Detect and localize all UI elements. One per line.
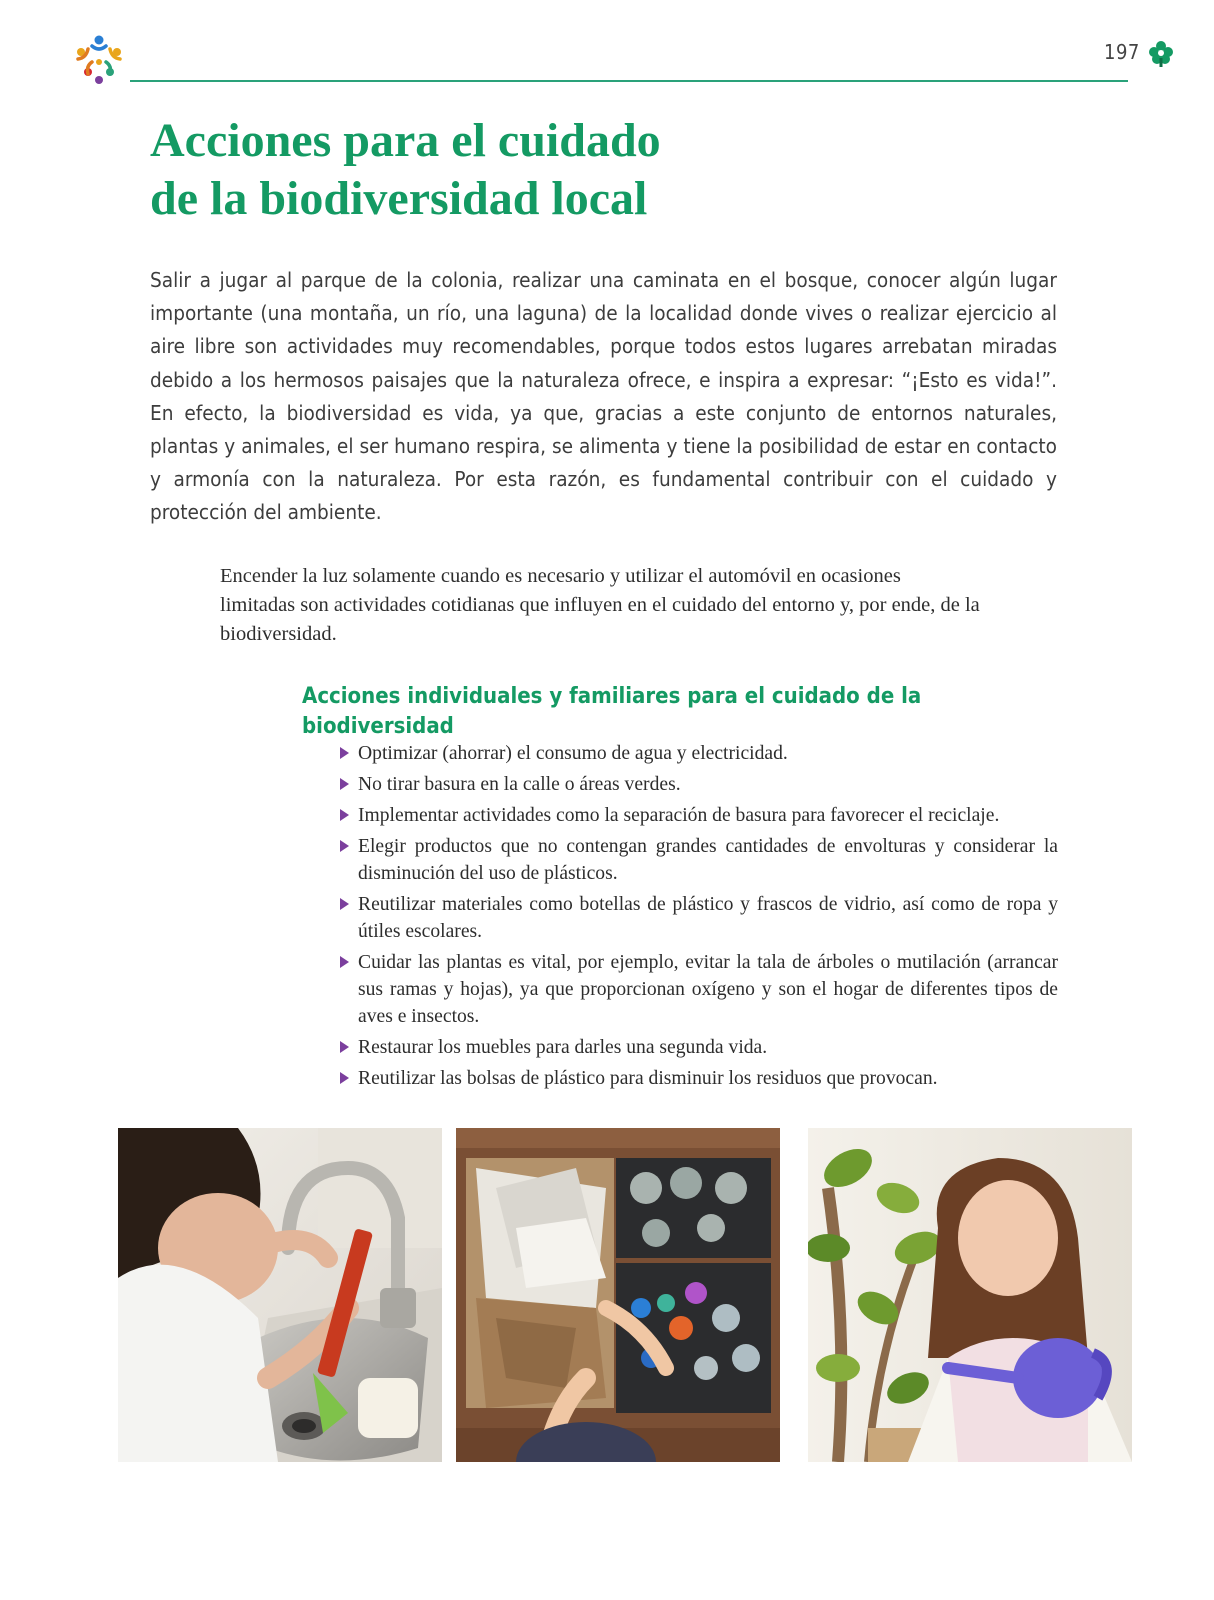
action-text: Reutilizar materiales como botellas de plástico y frascos de vidrio, así como de ropa y útiles escolares. bbox=[358, 894, 1058, 942]
title-line: de la biodiversidad local bbox=[150, 172, 648, 225]
actions-list bbox=[340, 740, 1058, 1096]
title-line: Acciones para el cuidado bbox=[150, 114, 661, 167]
intro-paragraph: Salir a jugar al parque de la colonia, realizar una caminata en el bosque, conocer algún lugar importante (una montaña, un río, una laguna) de la localidad donde vives o realizar ejercicio al aire libre son actividades muy recomendables, porque todos estos lugares arrebatan miradas debido a los hermosos paisajes que la naturaleza ofrece, e inspira a expresar: “¡Esto es vida!”. En efecto, la biodiversidad es vida, ya que, gracias a este conjunto de entornos naturales, plantas y animales, el ser humano respira, se alimenta y tiene la posibilidad de estar en contacto y armonía con la naturaleza. Por esta razón, es fundamental contribuir con el cuidado y protección del ambiente. bbox=[150, 268, 1057, 525]
triangle-bullet-icon bbox=[340, 840, 349, 852]
girl-watering-plant-illustration bbox=[808, 1128, 1132, 1462]
man-fixing-faucet-photo bbox=[118, 1128, 442, 1462]
girl-watering-plant-photo bbox=[808, 1128, 1132, 1462]
triangle-bullet-icon bbox=[340, 956, 349, 968]
action-text: Implementar actividades como la separación de basura para favorecer el reciclaje. bbox=[358, 805, 1000, 826]
action-text: Elegir productos que no contengan grandes cantidades de envolturas y considerar la disminución del uso de plásticos. bbox=[358, 836, 1058, 884]
list-item bbox=[340, 833, 1058, 887]
recycling-sorting-illustration bbox=[456, 1128, 780, 1462]
recycling-sorting-photo bbox=[456, 1128, 780, 1462]
list-item bbox=[340, 802, 1058, 829]
page-title bbox=[150, 112, 850, 228]
section-subtitle: Acciones individuales y familiares para el cuidado de la biodiversidad bbox=[302, 684, 922, 739]
triangle-bullet-icon bbox=[340, 898, 349, 910]
list-item bbox=[340, 949, 1058, 1030]
list-item bbox=[340, 1065, 1058, 1092]
page-number: 197 bbox=[1104, 40, 1140, 64]
header-rule bbox=[130, 80, 1128, 82]
list-item bbox=[340, 771, 1058, 798]
note-paragraph: Encender la luz solamente cuando es necesario y utilizar el automóvil en ocasiones limitadas son actividades cotidianas que influyen en el cuidado del entorno y, por ende, de la biodiversidad. bbox=[220, 565, 980, 645]
action-text: Cuidar las plantas es vital, por ejemplo, evitar la tala de árboles o mutilación (arrancar sus ramas y hojas), ya que proporcionan oxígeno y son el hogar de diferentes tipos de aves e insectos. bbox=[358, 952, 1058, 1027]
triangle-bullet-icon bbox=[340, 1041, 349, 1053]
man-fixing-faucet-illustration bbox=[118, 1128, 442, 1462]
list-item bbox=[340, 891, 1058, 945]
green-tree-icon bbox=[1148, 40, 1174, 68]
action-text: Optimizar (ahorrar) el consumo de agua y electricidad. bbox=[358, 743, 788, 764]
list-item bbox=[340, 1034, 1058, 1061]
action-text: No tirar basura en la calle o áreas verdes. bbox=[358, 774, 681, 795]
triangle-bullet-icon bbox=[340, 747, 349, 759]
action-text: Restaurar los muebles para darles una segunda vida. bbox=[358, 1037, 768, 1058]
triangle-bullet-icon bbox=[340, 778, 349, 790]
triangle-bullet-icon bbox=[340, 1072, 349, 1084]
photo-strip bbox=[118, 1128, 1132, 1462]
action-text: Reutilizar las bolsas de plástico para disminuir los residuos que provocan. bbox=[358, 1068, 938, 1089]
list-item bbox=[340, 740, 1058, 767]
figures-circle-logo-icon bbox=[72, 32, 126, 86]
triangle-bullet-icon bbox=[340, 809, 349, 821]
